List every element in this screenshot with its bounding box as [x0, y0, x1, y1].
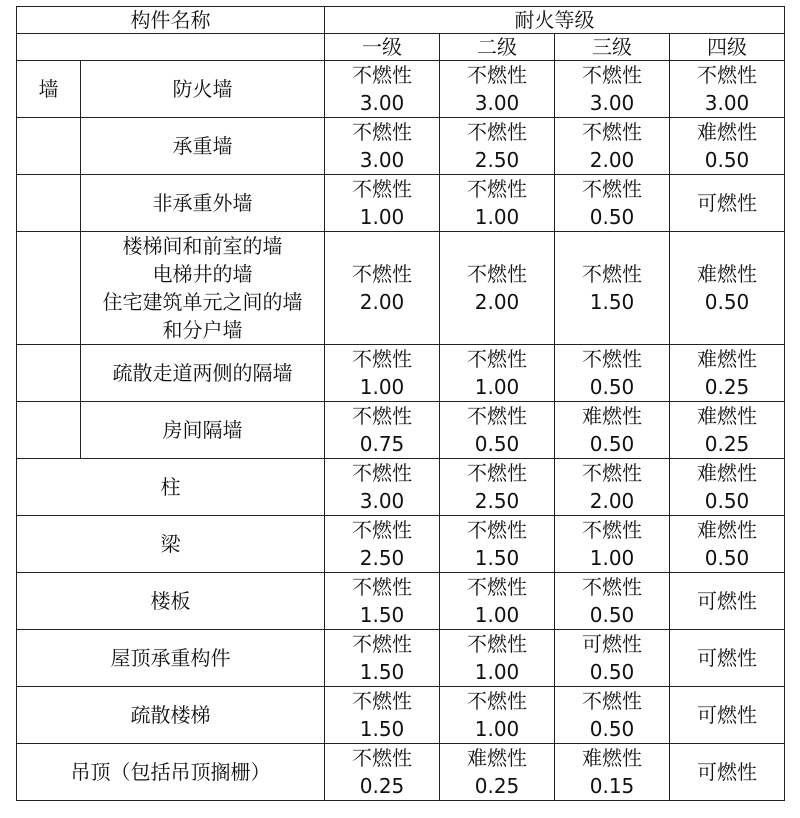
- fire-limit-hours: 0.15: [589, 774, 635, 798]
- rating-cell-level-3: [555, 516, 670, 573]
- wall-category-blank: [17, 118, 81, 175]
- combustibility-text: 不燃性: [467, 63, 527, 87]
- table-row: [17, 402, 785, 459]
- combustibility-text: 不燃性: [582, 575, 642, 599]
- wall-category-blank: [17, 232, 81, 345]
- combustibility-text: 难燃性: [697, 120, 757, 144]
- fire-limit-hours: 3.00: [474, 91, 520, 115]
- combustibility-text: 不燃性: [582, 347, 642, 371]
- rating-cell-level-1: [325, 459, 440, 516]
- rating-cell-level-1: [325, 232, 440, 345]
- combustibility-text: 难燃性: [582, 404, 642, 428]
- rating-cell-level-2: [440, 516, 555, 573]
- fire-limit-hours: 0.50: [704, 148, 750, 172]
- level-4-header: 四级: [670, 34, 785, 61]
- component-name-line: 非承重外墙: [152, 191, 253, 215]
- fire-limit-hours: 1.50: [359, 660, 405, 684]
- combustibility-text: 不燃性: [582, 461, 642, 485]
- rating-cell-level-1: [325, 118, 440, 175]
- component-name-cell: [17, 687, 325, 744]
- component-name-line: 疏散楼梯: [130, 703, 211, 727]
- combustibility-text: 难燃性: [697, 404, 757, 428]
- rating-cell-level-1: [325, 61, 440, 118]
- empty-header-cell: [17, 34, 325, 61]
- level-2-header: 二级: [440, 34, 555, 61]
- combustibility-text: 不燃性: [582, 177, 642, 201]
- fire-limit-hours: 2.00: [474, 290, 520, 314]
- fire-limit-hours: 2.00: [589, 489, 635, 513]
- rating-cell-level-4: [670, 345, 785, 402]
- fire-limit-hours: 2.50: [359, 546, 405, 570]
- wall-category-blank: [17, 345, 81, 402]
- fire-limit-hours: 1.50: [589, 290, 635, 314]
- combustibility-text: 不燃性: [352, 518, 412, 542]
- fire-limit-hours: 3.00: [589, 91, 635, 115]
- fire-limit-hours: 0.25: [704, 432, 750, 456]
- rating-cell-level-4: [670, 630, 785, 687]
- rating-cell-level-3: [555, 345, 670, 402]
- component-name-cell: [81, 402, 325, 459]
- combustibility-text: 难燃性: [697, 518, 757, 542]
- rating-cell-level-3: [555, 175, 670, 232]
- rating-cell-level-3: [555, 232, 670, 345]
- rating-cell-level-1: [325, 744, 440, 801]
- combustibility-text: 不燃性: [352, 689, 412, 713]
- rating-cell-level-4: [670, 573, 785, 630]
- component-name-cell: [17, 516, 325, 573]
- rating-cell-level-2: [440, 630, 555, 687]
- component-name-line: 楼板: [150, 589, 191, 613]
- component-name-line: 楼梯间和前室的墙: [122, 234, 283, 258]
- component-name-line: 防火墙: [172, 77, 233, 101]
- combustibility-text: 不燃性: [467, 575, 527, 599]
- table-row: [17, 516, 785, 573]
- combustibility-text: 不燃性: [352, 575, 412, 599]
- combustibility-text: 不燃性: [352, 63, 412, 87]
- fire-limit-hours: 1.00: [359, 205, 405, 229]
- combustibility-text: 不燃性: [467, 689, 527, 713]
- combustibility-text: 可燃性: [697, 760, 757, 784]
- rating-cell-level-4: [670, 232, 785, 345]
- combustibility-text: 不燃性: [582, 63, 642, 87]
- combustibility-text: 不燃性: [582, 518, 642, 542]
- rating-cell-level-1: [325, 630, 440, 687]
- combustibility-text: 不燃性: [467, 120, 527, 144]
- combustibility-text: 难燃性: [697, 347, 757, 371]
- combustibility-text: 不燃性: [467, 262, 527, 286]
- component-name-line: 疏散走道两侧的隔墙: [112, 361, 293, 385]
- table-row: [17, 687, 785, 744]
- table-row: [17, 175, 785, 232]
- rating-cell-level-3: [555, 459, 670, 516]
- rating-cell-level-1: [325, 402, 440, 459]
- fire-limit-hours: 1.00: [474, 603, 520, 627]
- level-3-header: 三级: [555, 34, 670, 61]
- component-name-cell: [81, 61, 325, 118]
- fire-limit-hours: 1.00: [474, 717, 520, 741]
- combustibility-text: 难燃性: [697, 262, 757, 286]
- combustibility-text: 可燃性: [697, 589, 757, 613]
- fire-limit-hours: 0.50: [589, 205, 635, 229]
- combustibility-text: 可燃性: [697, 191, 757, 215]
- table-row: [17, 459, 785, 516]
- rating-cell-level-2: [440, 402, 555, 459]
- component-name-cell: [81, 175, 325, 232]
- level-1-header: 一级: [325, 34, 440, 61]
- fire-limit-hours: 0.50: [589, 603, 635, 627]
- component-name-header: 构件名称: [17, 7, 325, 34]
- combustibility-text: 不燃性: [352, 461, 412, 485]
- combustibility-text: 难燃性: [467, 746, 527, 770]
- combustibility-text: 可燃性: [697, 646, 757, 670]
- component-name-cell: [17, 573, 325, 630]
- combustibility-text: 不燃性: [352, 632, 412, 656]
- component-name-line: 电梯井的墙: [152, 262, 253, 286]
- header-row-2: [17, 34, 785, 61]
- rating-cell-level-3: [555, 630, 670, 687]
- fire-limit-hours: 1.00: [589, 546, 635, 570]
- rating-cell-level-1: [325, 687, 440, 744]
- fire-limit-hours: 1.50: [474, 546, 520, 570]
- component-name-cell: [17, 630, 325, 687]
- component-name-line: 承重墙: [172, 134, 233, 158]
- component-name-line: 住宅建筑单元之间的墙: [102, 290, 303, 314]
- combustibility-text: 不燃性: [467, 518, 527, 542]
- rating-cell-level-2: [440, 744, 555, 801]
- fire-limit-hours: 0.50: [589, 717, 635, 741]
- fire-limit-hours: 1.50: [359, 603, 405, 627]
- rating-cell-level-4: [670, 516, 785, 573]
- combustibility-text: 不燃性: [697, 63, 757, 87]
- combustibility-text: 不燃性: [582, 689, 642, 713]
- fire-limit-hours: 3.00: [704, 91, 750, 115]
- combustibility-text: 不燃性: [352, 120, 412, 144]
- rating-cell-level-2: [440, 687, 555, 744]
- rating-cell-level-3: [555, 687, 670, 744]
- component-name-line: 梁: [160, 532, 181, 556]
- rating-cell-level-4: [670, 687, 785, 744]
- rating-cell-level-2: [440, 459, 555, 516]
- component-name-cell: [17, 459, 325, 516]
- fire-limit-hours: 1.00: [474, 660, 520, 684]
- rating-cell-level-4: [670, 118, 785, 175]
- rating-cell-level-3: [555, 744, 670, 801]
- table-row: [17, 232, 785, 345]
- table-row: [17, 630, 785, 687]
- component-name-cell: [81, 118, 325, 175]
- combustibility-text: 不燃性: [467, 177, 527, 201]
- wall-category-blank: [17, 175, 81, 232]
- rating-cell-level-4: [670, 402, 785, 459]
- component-name-line: 屋顶承重构件: [110, 646, 231, 670]
- combustibility-text: 不燃性: [352, 404, 412, 428]
- component-name-line: 柱: [160, 475, 181, 499]
- rating-cell-level-4: [670, 459, 785, 516]
- fire-limit-hours: 3.00: [359, 148, 405, 172]
- fire-limit-hours: 0.50: [474, 432, 520, 456]
- component-name-cell: [81, 345, 325, 402]
- wall-category-blank: [17, 402, 81, 459]
- fire-limit-hours: 0.50: [704, 290, 750, 314]
- combustibility-text: 可燃性: [697, 703, 757, 727]
- fire-limit-hours: 0.50: [704, 489, 750, 513]
- fire-limit-hours: 3.00: [359, 489, 405, 513]
- rating-cell-level-4: [670, 744, 785, 801]
- combustibility-text: 不燃性: [352, 746, 412, 770]
- combustibility-text: 不燃性: [582, 262, 642, 286]
- fire-limit-hours: 1.00: [359, 375, 405, 399]
- fire-limit-hours: 2.00: [589, 148, 635, 172]
- combustibility-text: 不燃性: [352, 177, 412, 201]
- fire-rating-header: 耐火等级: [325, 7, 785, 34]
- combustibility-text: 难燃性: [697, 461, 757, 485]
- rating-cell-level-3: [555, 118, 670, 175]
- table-row: [17, 573, 785, 630]
- rating-cell-level-1: [325, 516, 440, 573]
- rating-cell-level-2: [440, 118, 555, 175]
- rating-cell-level-2: [440, 175, 555, 232]
- combustibility-text: 不燃性: [467, 347, 527, 371]
- rating-cell-level-4: [670, 175, 785, 232]
- rating-cell-level-2: [440, 232, 555, 345]
- fire-limit-hours: 0.50: [589, 432, 635, 456]
- component-name-cell: [17, 744, 325, 801]
- combustibility-text: 不燃性: [352, 347, 412, 371]
- table-row: [17, 744, 785, 801]
- rating-cell-level-1: [325, 345, 440, 402]
- rating-cell-level-1: [325, 175, 440, 232]
- rating-cell-level-2: [440, 61, 555, 118]
- wall-category-label: 墙: [17, 61, 81, 118]
- combustibility-text: 不燃性: [352, 262, 412, 286]
- rating-cell-level-2: [440, 573, 555, 630]
- combustibility-text: 不燃性: [467, 461, 527, 485]
- header-row-1: [17, 7, 785, 34]
- fire-limit-hours: 0.25: [359, 774, 405, 798]
- table-row: [17, 61, 785, 118]
- rating-cell-level-3: [555, 402, 670, 459]
- combustibility-text: 不燃性: [582, 120, 642, 144]
- fire-limit-hours: 0.25: [704, 375, 750, 399]
- fire-limit-hours: 2.50: [474, 148, 520, 172]
- component-name-cell: [81, 232, 325, 345]
- rating-cell-level-1: [325, 573, 440, 630]
- table-row: [17, 345, 785, 402]
- fire-limit-hours: 0.25: [474, 774, 520, 798]
- fire-limit-hours: 0.50: [589, 660, 635, 684]
- fire-limit-hours: 0.50: [704, 546, 750, 570]
- fire-resistance-table: [16, 6, 785, 801]
- fire-limit-hours: 3.00: [359, 91, 405, 115]
- table-row: [17, 118, 785, 175]
- fire-limit-hours: 1.50: [359, 717, 405, 741]
- rating-cell-level-2: [440, 345, 555, 402]
- combustibility-text: 不燃性: [467, 404, 527, 428]
- rating-cell-level-3: [555, 573, 670, 630]
- fire-limit-hours: 1.00: [474, 375, 520, 399]
- fire-limit-hours: 0.75: [359, 432, 405, 456]
- component-name-line: 房间隔墙: [162, 418, 243, 442]
- component-name-line: 和分户墙: [162, 318, 243, 342]
- component-name-line: 吊顶（包括吊顶搁栅）: [70, 760, 271, 784]
- combustibility-text: 可燃性: [582, 632, 642, 656]
- combustibility-text: 难燃性: [582, 746, 642, 770]
- fire-limit-hours: 2.50: [474, 489, 520, 513]
- rating-cell-level-4: [670, 61, 785, 118]
- combustibility-text: 不燃性: [467, 632, 527, 656]
- fire-limit-hours: 0.50: [589, 375, 635, 399]
- fire-limit-hours: 2.00: [359, 290, 405, 314]
- fire-limit-hours: 1.00: [474, 205, 520, 229]
- rating-cell-level-3: [555, 61, 670, 118]
